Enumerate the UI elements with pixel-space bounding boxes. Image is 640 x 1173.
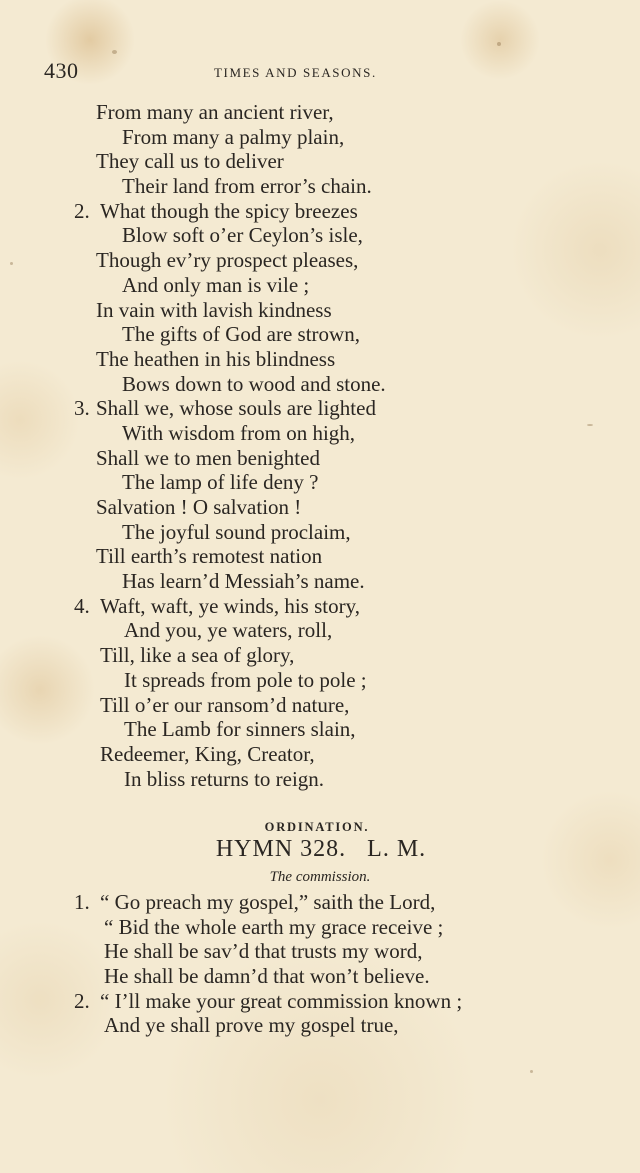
section-title: ORDINATION.	[264, 820, 370, 834]
page-number: 430	[44, 58, 79, 83]
verse-line: In bliss returns to reign.	[124, 766, 325, 791]
verse-line: In vain with lavish kindness	[96, 297, 332, 322]
verse-line: Blow soft o’er Ceylon’s isle,	[122, 223, 363, 248]
verse-line: The gifts of God are strown,	[122, 322, 360, 347]
verse-line: Has learn’d Messiah’s name.	[122, 569, 365, 594]
verse-line: The heathen in his blindness	[96, 346, 336, 371]
verse-line: Till o’er our ransom’d nature,	[100, 692, 350, 717]
hymn-subtitle: The commission.	[269, 869, 371, 885]
hymn-continued	[0, 100, 640, 791]
verse-line: It spreads from pole to pole ;	[124, 667, 367, 692]
hymn-328	[0, 890, 640, 1038]
stanza-number: 2.	[74, 198, 90, 223]
verse-line: Salvation ! O salvation !	[96, 495, 302, 519]
verse-line: “ Bid the whole earth my grace receive ;	[104, 914, 444, 939]
verse-line: Redeemer, King, Creator,	[100, 741, 315, 766]
verse-line: Bows down to wood and stone.	[122, 371, 386, 396]
verse-line: 2. What though the spicy breezes	[74, 198, 358, 223]
paper-speck	[112, 50, 117, 54]
verse-line: Till earth’s remotest nation	[96, 544, 323, 569]
verse-line: And only man is vile ;	[122, 272, 310, 297]
verse-line: Their land from error’s chain.	[122, 174, 372, 199]
running-head: TIMES AND SEASONS.	[214, 65, 377, 80]
verse-line: 2. “ I’ll make your great commission known ;	[74, 988, 463, 1013]
paper-speck	[530, 1070, 533, 1073]
verse-line: They call us to deliver	[96, 149, 284, 174]
verse-line: 1. “ Go preach my gospel,” saith the Lord,	[74, 890, 436, 914]
verse-line: He shall be damn’d that won’t believe.	[104, 964, 430, 989]
verse-line: The joyful sound proclaim,	[122, 519, 351, 544]
verse-line: 4. Waft, waft, ye winds, his story,	[74, 593, 360, 618]
stanza-number: 4.	[74, 593, 90, 618]
verse-line: He shall be sav’d that trusts my word,	[104, 939, 423, 964]
stanza-number: 3.	[74, 396, 90, 421]
verse-line: Till, like a sea of glory,	[100, 643, 295, 668]
stanza-number: 2.	[74, 988, 90, 1013]
verse-line: From many an ancient river,	[96, 100, 334, 124]
verse-line: The Lamb for sinners slain,	[124, 717, 356, 742]
verse-line: And ye shall prove my gospel true,	[104, 1013, 399, 1038]
verse-line: Shall we to men benighted	[96, 445, 320, 470]
paper-speck	[497, 42, 501, 46]
verse-line: Though ev’ry prospect pleases,	[96, 248, 359, 273]
paper-speck	[587, 424, 593, 426]
paper-speck	[10, 262, 13, 265]
stanza-number: 1.	[74, 890, 90, 914]
verse-line: And you, ye waters, roll,	[124, 618, 333, 643]
verse-line: The lamp of life deny ?	[122, 470, 319, 495]
verse-line: With wisdom from on high,	[122, 420, 356, 445]
hymn-heading: HYMN 328. L. M.	[215, 836, 427, 862]
verse-line: 3. Shall we, whose souls are lighted	[74, 396, 376, 421]
verse-line: From many a palmy plain,	[122, 124, 345, 149]
